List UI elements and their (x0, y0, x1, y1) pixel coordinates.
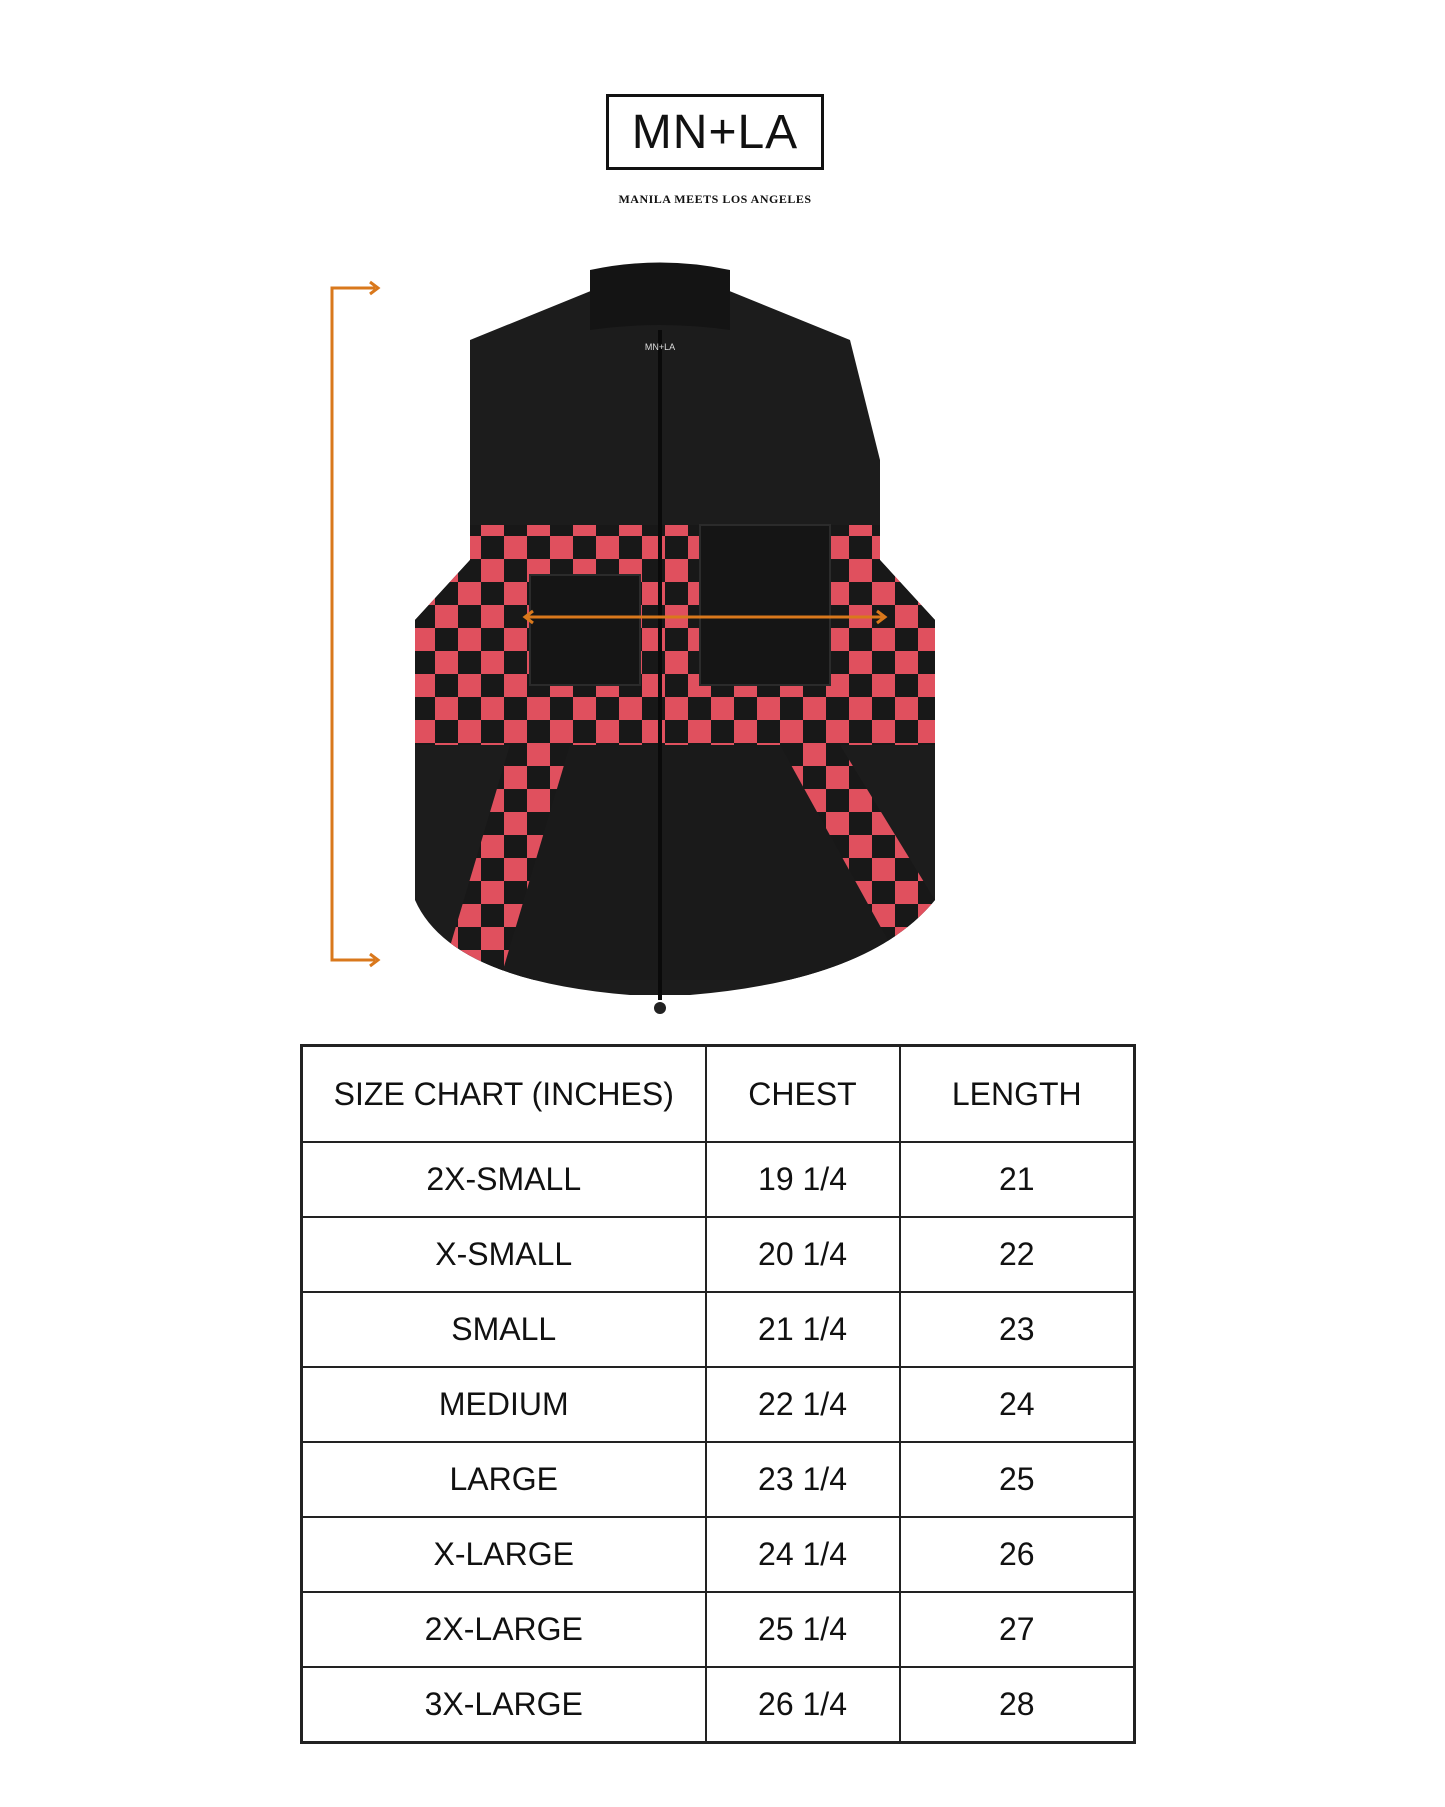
size-cell: LARGE (302, 1442, 706, 1517)
length-cell: 22 (900, 1217, 1135, 1292)
vest-measurement-figure (320, 260, 1020, 1020)
length-measure-arrow (332, 282, 378, 966)
size-chart-table (300, 1044, 1136, 1744)
length-cell: 27 (900, 1592, 1135, 1667)
size-cell: 3X-LARGE (302, 1667, 706, 1743)
brand-logo-text: MN+LA (631, 105, 799, 159)
length-cell: 28 (900, 1667, 1135, 1743)
chest-cell: 23 1/4 (706, 1442, 900, 1517)
length-cell: 25 (900, 1442, 1135, 1517)
garment-label: MN+LA (644, 342, 676, 352)
table-row (302, 1517, 1135, 1592)
header-size-chart: SIZE CHART (INCHES) (302, 1046, 706, 1143)
vest-image (400, 263, 960, 1015)
length-cell: 24 (900, 1367, 1135, 1442)
table-row (302, 1667, 1135, 1743)
size-cell: X-LARGE (302, 1517, 706, 1592)
size-cell: 2X-LARGE (302, 1592, 706, 1667)
header-chest: CHEST (706, 1046, 900, 1143)
length-cell: 21 (900, 1142, 1135, 1217)
table-row (302, 1292, 1135, 1367)
chest-cell: 22 1/4 (706, 1367, 900, 1442)
size-cell: MEDIUM (302, 1367, 706, 1442)
chest-cell: 25 1/4 (706, 1592, 900, 1667)
brand-tagline: MANILA MEETS LOS ANGELES (618, 192, 812, 206)
table-row (302, 1217, 1135, 1292)
size-cell: X-SMALL (302, 1217, 706, 1292)
size-cell: SMALL (302, 1292, 706, 1367)
table-row (302, 1142, 1135, 1217)
length-cell: 26 (900, 1517, 1135, 1592)
chest-cell: 20 1/4 (706, 1217, 900, 1292)
table-header-row (302, 1046, 1135, 1143)
table-row (302, 1442, 1135, 1517)
table-row (302, 1367, 1135, 1442)
chest-cell: 26 1/4 (706, 1667, 900, 1743)
chest-cell: 24 1/4 (706, 1517, 900, 1592)
size-cell: 2X-SMALL (302, 1142, 706, 1217)
header-length: LENGTH (900, 1046, 1135, 1143)
table-row (302, 1592, 1135, 1667)
chest-cell: 19 1/4 (706, 1142, 900, 1217)
length-cell: 23 (900, 1292, 1135, 1367)
chest-cell: 21 1/4 (706, 1292, 900, 1367)
brand-logo (606, 94, 824, 170)
